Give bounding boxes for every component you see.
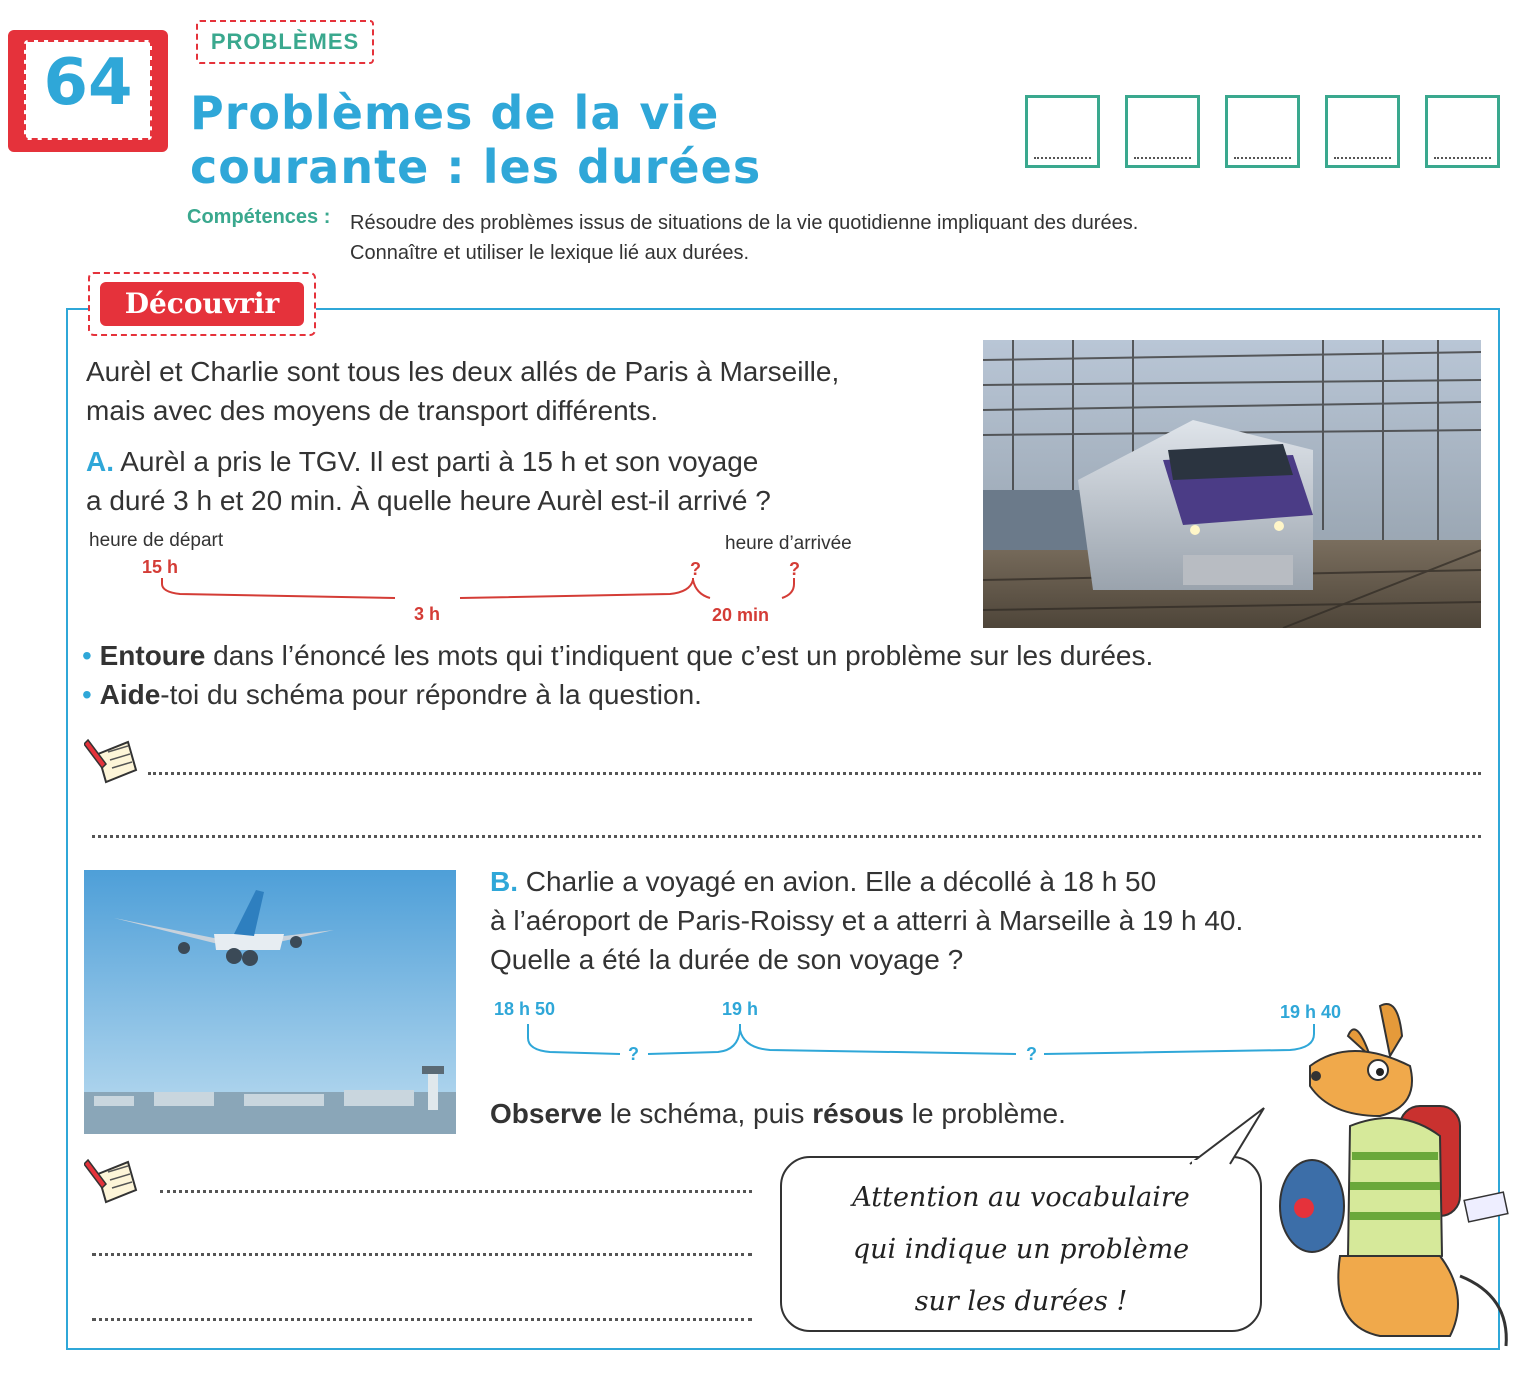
bullet-2-verb: Aide xyxy=(99,679,161,710)
intro-line-1: Aurèl et Charlie sont tous les deux allés de Paris à Marseille, xyxy=(86,356,840,387)
schema-b-end: 19 h 40 xyxy=(1280,1002,1342,1022)
score-box-5[interactable] xyxy=(1425,95,1500,168)
plane-photo xyxy=(84,870,456,1134)
bullet-dot: • xyxy=(82,640,92,671)
score-line xyxy=(1434,157,1491,159)
bullet-1-text: dans l’énoncé les mots qui t’indiquent que c’est un problème sur les durées. xyxy=(205,640,1154,671)
pencil-notepad-icon xyxy=(84,734,140,786)
competences-text xyxy=(350,208,1138,268)
schema-a-end: ? xyxy=(789,559,800,579)
page-title xyxy=(190,86,761,194)
schema-b-mid: 19 h xyxy=(722,999,759,1019)
schema-a-brace xyxy=(150,578,810,618)
part-a-line-1: Aurèl a pris le TGV. Il est parti à 15 h et son voyage xyxy=(120,446,759,477)
speech-bubble-tail xyxy=(1180,1106,1270,1166)
score-box-3[interactable] xyxy=(1225,95,1300,168)
instr-end: le problème. xyxy=(904,1098,1066,1129)
competences-label: Compétences : xyxy=(187,206,331,228)
train-photo-illustration xyxy=(983,340,1481,628)
answer-line-a2[interactable] xyxy=(92,835,1481,838)
score-line xyxy=(1134,157,1191,159)
intro-line-2: mais avec des moyens de transport différents. xyxy=(86,395,659,426)
schema-b-brace xyxy=(520,1024,1330,1064)
schema-a-seg1: 3 h xyxy=(414,604,441,624)
part-b-question xyxy=(490,862,1243,979)
bubble-line-1: Attention au vocabulaire xyxy=(852,1182,1190,1213)
part-b-letter: B. xyxy=(490,866,518,897)
score-box-2[interactable] xyxy=(1125,95,1200,168)
decouvrir-label: Découvrir xyxy=(100,282,304,326)
label-depart: heure de départ xyxy=(89,530,224,551)
part-b-line-2: à l’aéroport de Paris-Roissy et a atterri à Marseille à 19 h 40. xyxy=(490,905,1244,936)
score-box-1[interactable] xyxy=(1025,95,1100,168)
answer-line-b2[interactable] xyxy=(92,1253,752,1256)
schema-a-mid: ? xyxy=(690,559,701,579)
score-line xyxy=(1034,157,1091,159)
schema-b-start: 18 h 50 xyxy=(494,999,556,1019)
part-a-line-2: a duré 3 h et 20 min. À quelle heure Aurèl est-il arrivé ? xyxy=(86,485,771,516)
schema-b-seg2: ? xyxy=(1026,1044,1037,1064)
plane-photo-illustration xyxy=(84,870,456,1134)
instr-mid: le schéma, puis xyxy=(602,1098,813,1129)
bubble-line-3: sur les durées ! xyxy=(914,1286,1128,1317)
answer-line-b3[interactable] xyxy=(92,1318,752,1321)
title-line-2: courante : les durées xyxy=(190,140,762,194)
competence-1: Résoudre des problèmes issus de situations de la vie quotidienne impliquant des durées. xyxy=(350,212,1139,234)
label-arrivee: heure d’arrivée xyxy=(725,533,852,554)
train-photo xyxy=(983,340,1481,628)
part-a-question xyxy=(86,442,771,520)
instruction-bullet-1 xyxy=(82,636,1153,675)
bubble-line-2: qui indique un problème xyxy=(852,1234,1190,1265)
pencil-notepad-icon xyxy=(84,1154,140,1206)
bullet-2-text: -toi du schéma pour répondre à la question. xyxy=(160,679,702,710)
schema-a-seg2: 20 min xyxy=(712,605,770,625)
score-line xyxy=(1334,157,1391,159)
instruction-bullet-2 xyxy=(82,675,702,714)
score-line xyxy=(1234,157,1291,159)
answer-line-a1[interactable] xyxy=(148,772,1481,775)
part-a-letter: A. xyxy=(86,446,114,477)
lesson-number: 64 xyxy=(43,46,133,120)
lesson-number-badge xyxy=(8,30,168,152)
bullet-1-verb: Entoure xyxy=(99,640,206,671)
title-line-1: Problèmes de la vie xyxy=(190,86,720,140)
decouvrir-tag xyxy=(88,272,316,336)
lesson-number-inner xyxy=(24,40,152,140)
bullet-dot: • xyxy=(82,679,92,710)
score-box-4[interactable] xyxy=(1325,95,1400,168)
intro-text xyxy=(86,352,839,430)
schema-b-seg1: ? xyxy=(628,1044,639,1064)
speech-bubble xyxy=(780,1156,1262,1332)
part-b-line-1: Charlie a voyagé en avion. Elle a décollé à 18 h 50 xyxy=(525,866,1157,897)
kangaroo-mascot-icon xyxy=(1270,996,1514,1354)
part-b-instruction xyxy=(490,1094,1066,1133)
competence-2: Connaître et utiliser le lexique lié aux durées. xyxy=(350,242,750,264)
schema-a-start: 15 h xyxy=(142,557,179,577)
instr-verb-1: Observe xyxy=(490,1098,603,1129)
answer-line-b1[interactable] xyxy=(160,1190,752,1193)
category-tag: PROBLÈMES xyxy=(196,20,374,64)
instr-verb-2: résous xyxy=(812,1098,905,1129)
part-b-line-3: Quelle a été la durée de son voyage ? xyxy=(490,944,964,975)
